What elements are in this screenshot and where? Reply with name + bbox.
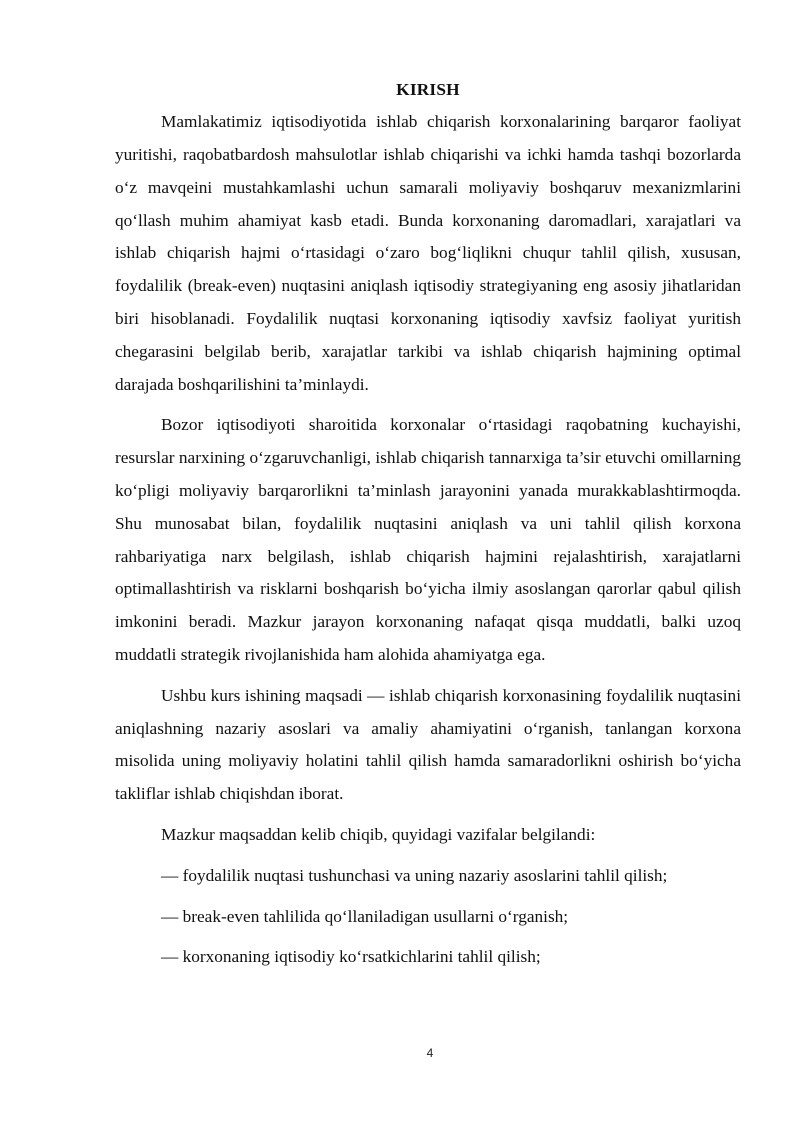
task-item: — korxonaning iqtisodiy ko‘rsatkichlarini tahlil qilish; <box>161 947 541 967</box>
task-item: — foydalilik nuqtasi tushunchasi va uning nazariy asoslarini tahlil qilish; <box>161 865 668 885</box>
intro-paragraph-3: Ushbu kurs ishining maqsadi — ishlab chiqarish korxonasining foydalilik nuqtasini aniqlashning nazariy asoslari va amaliy ahamiyatini o‘rganish, tanlangan korxona misolida uning moliyaviy holatini tahlil qilish hamda samaradorlikni oshirish bo‘yicha takliflar ishlab chiqishdan iborat. <box>115 685 741 804</box>
page-number: 4 <box>426 1046 434 1060</box>
intro-paragraph-2: Bozor iqtisodiyoti sharoitida korxonalar o‘rtasidagi raqobatning kuchayishi, resurslar narxining o‘zgaruvchanligi, ishlab chiqarish tannarxiga ta’sir etuvchi omillarning ko‘pligi moliyaviy barqarorlikni ta’minlash jarayonini yanada murakkablashtirmoqda. Shu munosabat bilan, foydalilik nuqtasini aniqlash va uni tahlil qilish korxona rahbariyatiga narx belgilash, ishlab chiqarish hajmini rejalashtirish, xarajatlarni optimallashtirish va risklarni boshqarish bo‘yicha ilmiy asoslangan qarorlar qabul qilish imkonini beradi. Mazkur jarayon korxonaning nafaqat qisqa muddatli, balki uzoq muddatli strategik rivojlanishida ham alohida ahamiyatga ega. <box>115 415 741 665</box>
tasks-list <box>115 860 741 974</box>
intro-paragraph-1: Mamlakatimiz iqtisodiyotida ishlab chiqarish korxonalarining barqaror faoliyat yuritishi, raqobatbardosh mahsulotlar ishlab chiqarishi va ichki hamda tashqi bozorlarda o‘z mavqeini mustahkamlashi uchun samarali moliyaviy boshqaruv mexanizmlarini qo‘llash muhim ahamiyat kasb etadi. Bunda korxonaning daromadlari, xarajatlari va ishlab chiqarish hajmi o‘rtasidagi o‘zaro bog‘liqlikni chuqur tahlil qilish, xususan, foydalilik (break-even) nuqtasini aniqlash iqtisodiy strategiyaning eng asosiy jihatlaridan biri hisoblanadi. Foydalilik nuqtasi korxonaning iqtisodiy xavfsiz faoliyat yuritish chegarasini belgilab berib, xarajatlar tarkibi va ishlab chiqarish hajmining optimal darajada boshqarilishini ta’minlaydi. <box>115 112 741 394</box>
tasks-intro: Mazkur maqsaddan kelib chiqib, quyidagi vazifalar belgilandi: <box>161 825 596 845</box>
task-item: — break-even tahlilida qo‘llaniladigan usullarni o‘rganish; <box>161 906 569 926</box>
page-content <box>115 74 741 982</box>
section-heading: KIRISH <box>396 80 460 99</box>
